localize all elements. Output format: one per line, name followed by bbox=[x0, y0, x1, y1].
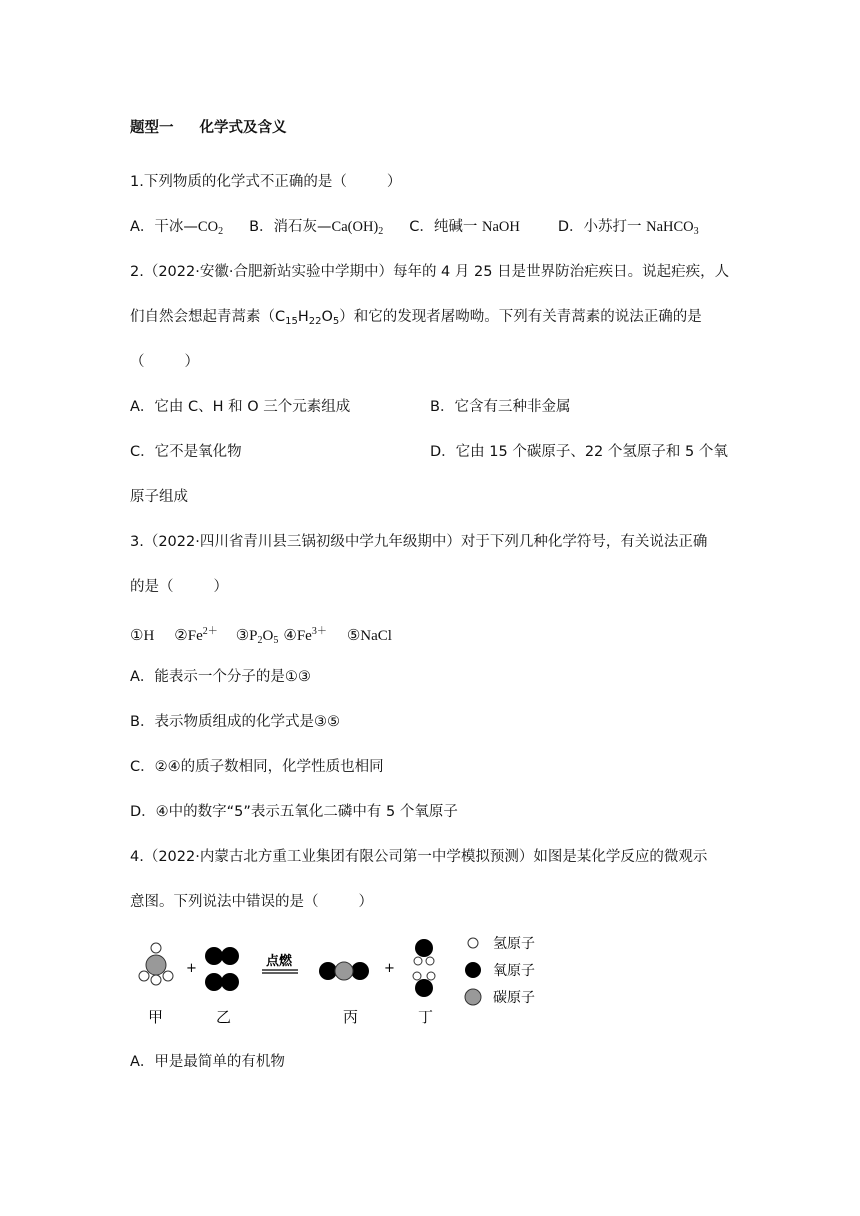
reaction-condition: 点燃 bbox=[266, 954, 293, 969]
label-ding: 丁 bbox=[418, 1008, 434, 1026]
label-yi: 乙 bbox=[216, 1008, 232, 1026]
q2-option-a: A．它由 C、H 和 O 三个元素组成 bbox=[130, 399, 351, 415]
q3-symbol-5: ⑤NaCl bbox=[346, 628, 392, 644]
plus-sign-1: + bbox=[186, 961, 197, 976]
q1-option-b: B．消石灰$—Ca(OH)_2$ bbox=[249, 219, 384, 237]
reaction-diagram bbox=[130, 930, 570, 1030]
q1-option-a: A．干冰$—CO_2$ bbox=[130, 219, 224, 237]
q3-symbol-3: $③P_2O_5$ bbox=[235, 628, 279, 646]
legend-hydrogen: 氢原子 bbox=[493, 936, 535, 952]
q1-option-c: C．纯碱一 NaOH bbox=[409, 219, 520, 235]
legend-carbon: 碳原子 bbox=[493, 990, 535, 1006]
q3-option-b: B．表示物质组成的化学式是③⑤ bbox=[130, 714, 340, 730]
molecule-ding bbox=[413, 939, 435, 997]
q4-stem-line1: 4.（2022·内蒙古北方重工业集团有限公司第一中学模拟预测）如图是某化学反应的微观示 bbox=[130, 849, 708, 865]
q3-option-d: D．④中的数字“5”表示五氧化二磷中有 5 个氧原子 bbox=[130, 804, 458, 820]
q3-stem-line2: 的是（ ） bbox=[130, 579, 228, 595]
label-jia: 甲 bbox=[148, 1008, 164, 1026]
q1-option-d: D．小苏打一 NaHCO$_3$ bbox=[557, 219, 699, 237]
q4-stem-line2: 意图。下列说法中错误的是（ ） bbox=[130, 894, 373, 910]
q3-symbols bbox=[130, 622, 392, 651]
section-title bbox=[130, 118, 287, 138]
legend-carbon-marker bbox=[465, 989, 481, 1005]
q2-stem-line2: 们自然会想起青蒿素$(C_{15}H_{22}O_5)$和它的发现者屠呦呦。下列有关青蒿素的说法正确的是 bbox=[130, 309, 702, 327]
plus-sign-2: + bbox=[384, 961, 395, 976]
legend-oxygen-marker bbox=[465, 962, 481, 978]
label-bing: 丙 bbox=[343, 1008, 359, 1026]
molecule-bing bbox=[319, 962, 369, 980]
q3-symbol-4: $④Fe^{3+}$ bbox=[283, 626, 327, 644]
section-name: 化学式及含义 bbox=[199, 120, 287, 136]
q3-symbol-2: $②Fe^{2+}$ bbox=[174, 626, 218, 644]
legend-oxygen: 氧原子 bbox=[493, 963, 535, 979]
legend-hydrogen-marker bbox=[468, 938, 478, 948]
q4-option-a: A．甲是最简单的有机物 bbox=[130, 1054, 285, 1070]
section-label: 题型一 bbox=[130, 120, 174, 136]
molecule-yi bbox=[205, 947, 239, 991]
q2-option-d-cont: 原子组成 bbox=[130, 489, 188, 505]
q2-option-b: B．它含有三种非金属 bbox=[430, 399, 571, 415]
legend bbox=[465, 936, 535, 1006]
q2-stem-line1: 2.（2022·安徽·合肥新站实验中学期中）每年的 4 月 25 日是世界防治疟疾日。说起疟疾，人 bbox=[130, 264, 730, 280]
molecule-jia bbox=[139, 943, 173, 985]
q1-options bbox=[130, 217, 699, 242]
q2-answer-paren: （ ） bbox=[130, 354, 199, 370]
q2-option-c: C．它不是氧化物 bbox=[130, 444, 242, 460]
q3-option-c: C．②④的质子数相同，化学性质也相同 bbox=[130, 759, 384, 775]
q2-option-d: D．它由 15 个碳原子、22 个氢原子和 5 个氧 bbox=[430, 444, 728, 460]
q3-stem-line1: 3.（2022·四川省青川县三锅初级中学九年级期中）对于下列几种化学符号，有关说法正确 bbox=[130, 534, 708, 550]
q1-stem: 1.下列物质的化学式不正确的是（ ） bbox=[130, 174, 402, 190]
q3-symbol-1: ①H bbox=[130, 628, 155, 644]
q3-option-a: A．能表示一个分子的是①③ bbox=[130, 669, 311, 685]
